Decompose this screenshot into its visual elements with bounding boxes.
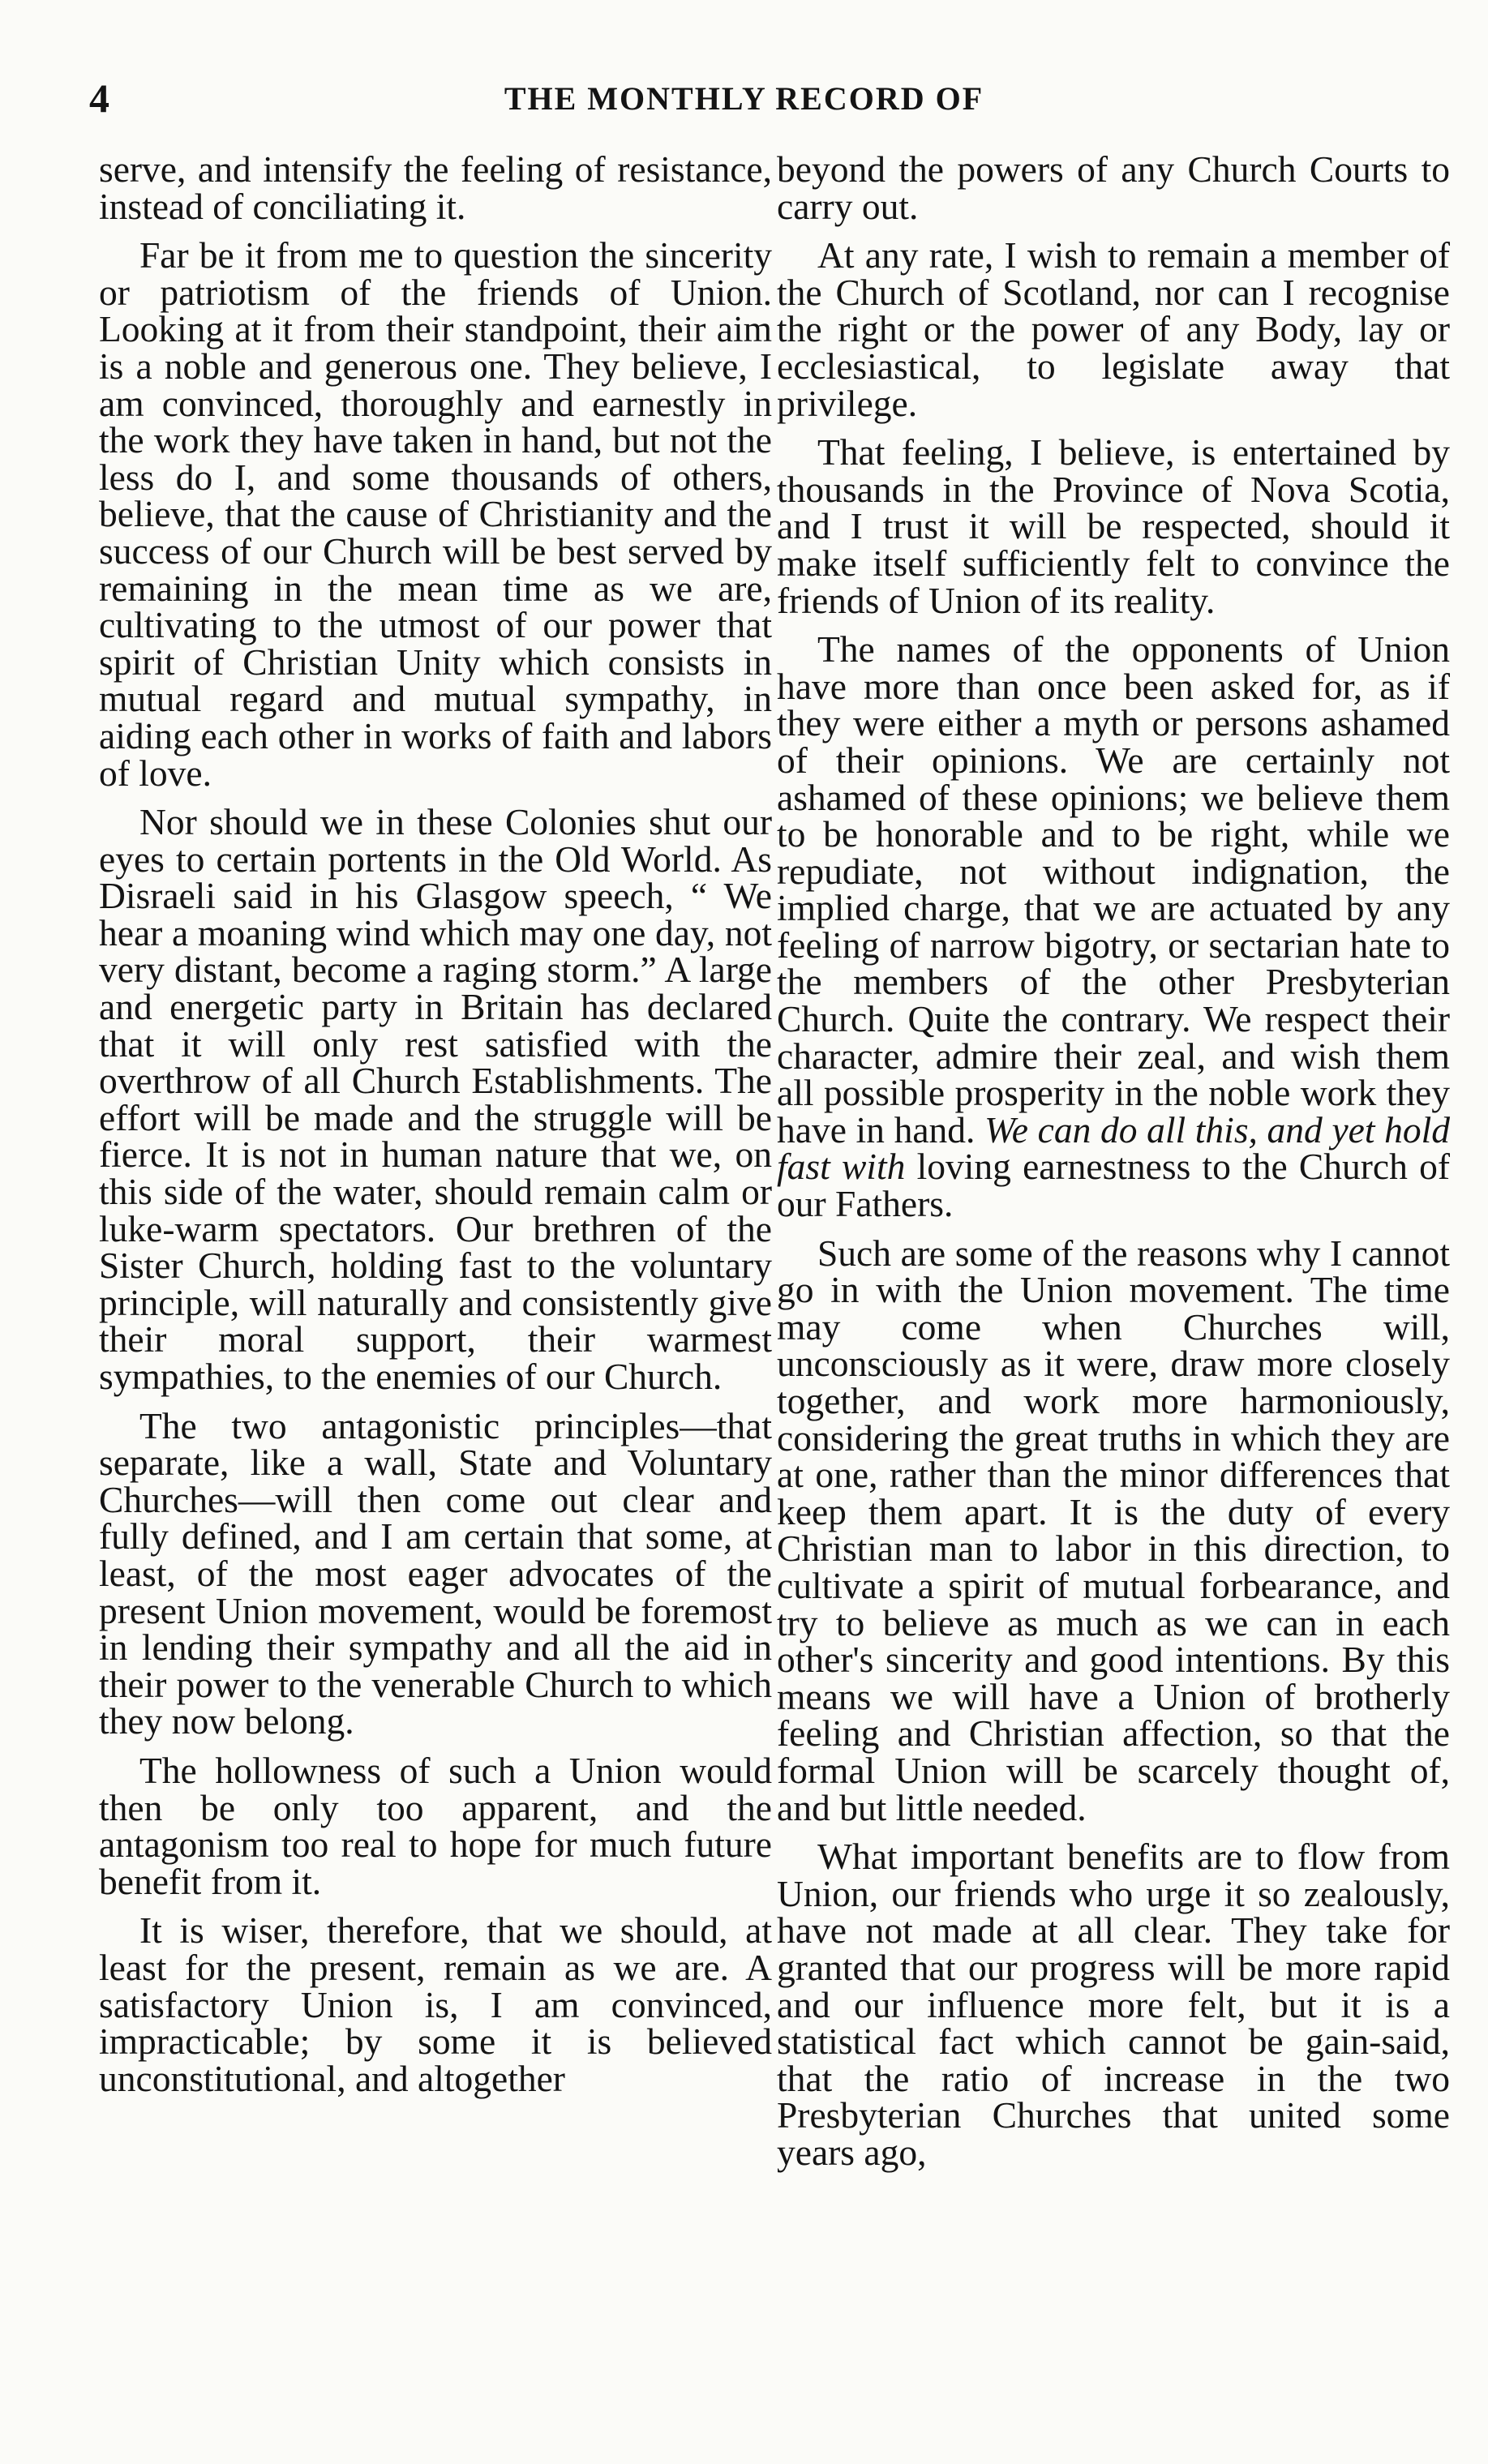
paragraph: The hollowness of such a Union would then be only too apparent, and the antagonism too real to hope for much future benefit from it. [99, 1749, 772, 1902]
paragraph: At any rate, I wish to remain a member of the Church of Scotland, nor can I recognise the right or the power of any Body, lay or ecclesiastical, to legislate away that privilege. [777, 234, 1450, 424]
page-number: 4 [89, 75, 109, 121]
left-column [99, 148, 772, 2109]
paragraph: What important benefits are to flow from Union, our friends who urge it so zealously, have not made at all clear. They take for granted that our progress will be more rapid and our influence more felt, but it is a statistical fact which cannot be gain-said, that the ratio of increase in the two Presbyterian Churches that united some years ago, [777, 1836, 1450, 2173]
paragraph-text: loving earnestness to the Church of our Fathers. [777, 1146, 1450, 1225]
paragraph: It is wiser, therefore, that we should, at least for the present, remain as we are. A satisfactory Union is, I am convinced, impracticable; by some it is believed unconstitutional, and altogether [99, 1909, 772, 2099]
right-column [777, 148, 1451, 2183]
paragraph: serve, and intensify the feeling of resistance, instead of conciliating it. [99, 148, 772, 227]
paragraph [777, 628, 1451, 1225]
paragraph: Far be it from me to question the sincerity or patriotism of the friends of Union. Looking at it from their standpoint, their aim is a noble and generous one. They believe, I am convinced, thoroughly and earnestly in the work they have taken in hand, but not the less do I, and some thousands of others, believe, that the cause of Christianity and the success of our Church will be best served by remaining in the mean time as we are, cultivating to the utmost of our power that spirit of Christian Unity which consists in mutual regard and mutual sympathy, in aiding each other in works of faith and labors of love. [99, 234, 772, 794]
italic-text: We can do all this, and yet hold fast with [777, 1108, 1451, 1188]
paragraph: The two antagonistic principles—that separate, like a wall, State and Voluntary Churches—will then come out clear and fully defined, and I am certain that some, at least, of the most eager advocates of the present Union movement, would be foremost in lending their sympathy and all the aid in their power to the venerable Church to which they now belong. [99, 1404, 772, 1742]
paragraph: beyond the powers of any Church Courts to carry out. [777, 148, 1450, 227]
paragraph: That feeling, I believe, is entertained by thousands in the Province of Nova Scotia, and I trust it will be respected, should it make itself sufficiently felt to convince the friends of Union of its reality. [777, 431, 1450, 621]
page-header [89, 75, 1399, 123]
paragraph: Nor should we in these Colonies shut our eyes to certain portents in the Old World. As Disraeli said in his Glasgow speech, “ We hear a moaning wind which may one day, not very distant, become a raging storm.” A large and energetic party in Britain has declared that it will only rest satisfied with the overthrow of all Church Establishments. The effort will be made and the struggle will be fierce. It is not in human nature that we, on this side of the water, should remain calm or luke-warm spectators. Our brethren of the Sister Church, holding fast to the voluntary principle, will naturally and consistently give their moral support, their warmest sympathies, to the enemies of our Church. [99, 801, 772, 1397]
paragraph-text: The names of the opponents of Union have more than once been asked for, as if they were either a myth or persons ashamed of their opinions. We are certainly not ashamed of these opinions; we believe them to be honorable and to be right, while we repudiate, not without indignation, the implied charge, that we are actuated by any feeling of narrow bigotry, or sectarian hate to the members of the other Presbyterian Church. Quite the contrary. We respect their character, admire their zeal, and wish them all possible prosperity in the noble work they have in hand. [777, 628, 1450, 1151]
running-title: THE MONTHLY RECORD OF [504, 80, 984, 117]
paragraph: Such are some of the reasons why I cannot go in with the Union movement. The time may come when Churches will, unconsciously as it were, draw more closely together, and work more harmoniously, considering the great truths in which they are at one, rather than the minor differences that keep them apart. It is the duty of every Christian man to labor in this direction, to cultivate a spirit of mutual forbearance, and try to believe as much as we can in each other's sincerity and good intentions. By this means we will have a Union of brotherly feeling and Christian affection, so that the formal Union will be scarcely thought of, and but little needed. [777, 1232, 1450, 1828]
